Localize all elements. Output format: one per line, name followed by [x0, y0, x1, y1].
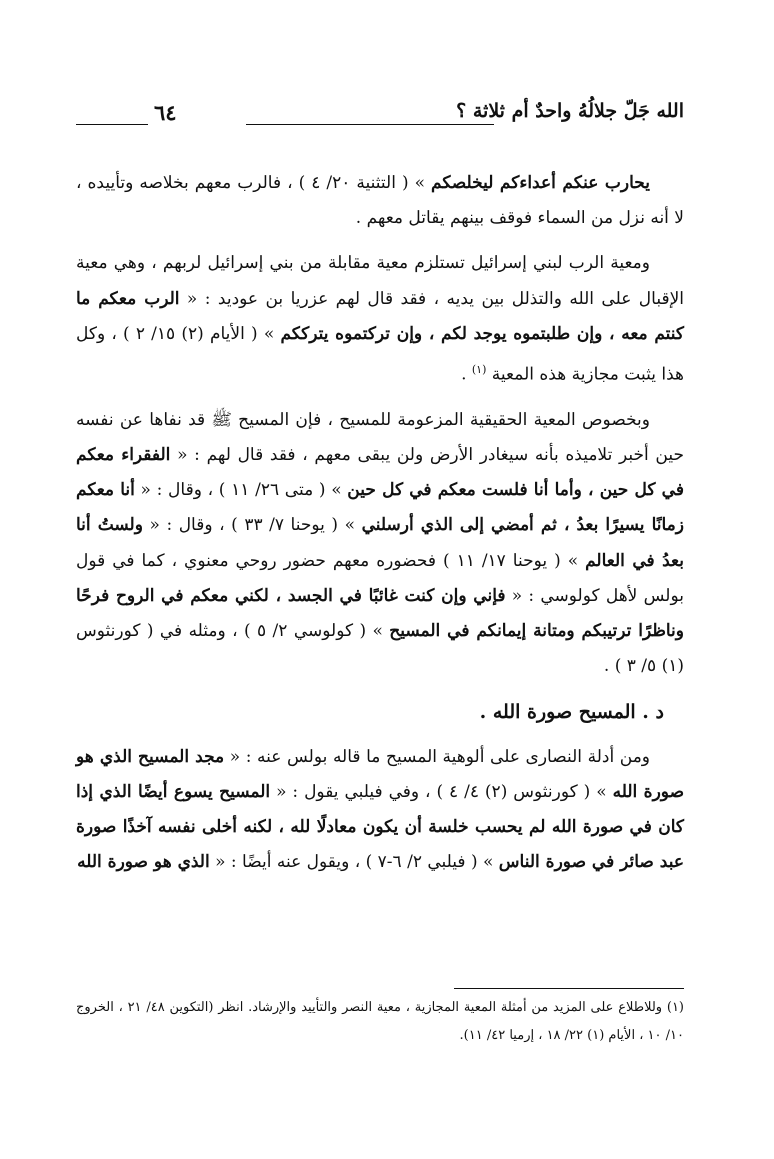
text-run: » ( كولوسي ٢/ ٥ ) ، ومثله في ( كورنثوس (١) ٥/ ٣ ) .: [76, 621, 684, 677]
footnote-separator: [454, 988, 684, 989]
text-run: » ( يوحنا ٧/ ٣٣ ) ، وقال : «: [142, 515, 362, 536]
paragraph: [76, 246, 684, 392]
quoted-text: أنا معكم زمانًا يسيرًا بعدُ ، ثم أمضي إلى الذي أرسلني: [76, 480, 684, 536]
paragraph: [76, 166, 684, 236]
text-run: ومن أدلة النصارى على ألوهية المسيح ما قاله بولس عنه : «: [224, 746, 651, 767]
page-number: ٦٤: [154, 100, 177, 125]
text-run: .: [461, 364, 472, 385]
section-heading: د . المسيح صورة الله .: [479, 700, 664, 723]
text-run: وبخصوص المعية الحقيقية المزعومة للمسيح ، فإن المسيح ﷺ قد نفاها عن نفسه حين أخبر تلاميذه بأنه سيغادر الأرض ولن يبقى معهم ، فقد قال لهم : «: [76, 409, 684, 466]
text-run: » ( كورنثوس (٢) ٤/ ٤ ) ، وفي فيلبي يقول : «: [270, 781, 613, 802]
quoted-text: الفقراء معكم في كل حين ، وأما أنا فلست معكم في كل حين: [76, 445, 684, 501]
text-run: » ( يوحنا ١٧/ ١١ ) فحضوره معهم حضور روحي معنوي ، كما في قول بولس لأهل كولوسي : «: [76, 550, 684, 606]
paragraph: [76, 740, 684, 881]
text-run: ومعية الرب لبني إسرائيل تستلزم معية مقابلة من بني إسرائيل لربهم ، وهي معية الإقبال على الله والتذلل بين يديه ، فقد قال لهم عزريا بن عوديد : «: [76, 253, 685, 309]
body-text: [76, 166, 684, 891]
quoted-text: مجد المسيح الذي هو صورة الله: [76, 746, 685, 802]
footnote: (١) وللاطلاع على المزيد من أمثلة المعية المجازية ، معية النصر والتأييد والإرشاد. انظر (التكوين ٤٨/ ٢١ ، الخروج ١٠/ ١٠ ، الأيام (١) ٢٢/ ١٨ ، إرميا ٤٢/ ١١).: [76, 1000, 684, 1043]
header-title: الله جَلّ جلالُهُ واحدٌ أم ثلاثة ؟: [456, 100, 684, 122]
quoted-text: المسيح يسوع أيضًا الذي إذا كان في صورة الله لم يحسب خلسة أن يكون معادلًا لله ، لكنه أخلى نفسه آخذًا صورة عبد صائر في صورة الناس: [76, 781, 684, 873]
quoted-text: ولستُ أنا بعدُ في العالم: [76, 515, 684, 571]
text-run: » ( متى ٢٦/ ١١ ) ، وقال : «: [134, 480, 348, 501]
text-run: » ( فيلبي ٢/ ٦-٧ ) ، ويقول عنه أيضًا : «: [209, 852, 499, 873]
quoted-text: يحارب عنكم أعداءكم ليخلصكم: [431, 173, 650, 193]
quoted-text: الرب معكم ما كنتم معه ، وإن طلبتموه يوجد لكم ، وإن تركتموه يترككم: [76, 288, 684, 344]
paragraph: [76, 403, 684, 685]
quoted-text: فإني وإن كنت غائبًا في الجسد ، لكني معكم في الروح فرحًا وناظرًا ترتيبكم ومتانة إيمانكم في المسيح: [76, 585, 684, 642]
running-header: [76, 100, 684, 140]
quoted-text: الذي هو صورة الله: [77, 852, 210, 873]
footnotes: [76, 994, 684, 1050]
footnote-ref: (١): [471, 363, 487, 377]
header-rule: [246, 124, 494, 125]
header-rule-short: [76, 124, 148, 125]
text-run: » ( الأيام (٢) ١٥/ ٢ ) ، وكل هذا يثبت مجازية هذه المعية: [76, 323, 684, 385]
text-run: » ( التثنية ٢٠/ ٤ ) ، فالرب معهم بخلاصه وتأييده ، لا أنه نزل من السماء فوقف بينهم يقاتل معهم .: [76, 173, 684, 229]
